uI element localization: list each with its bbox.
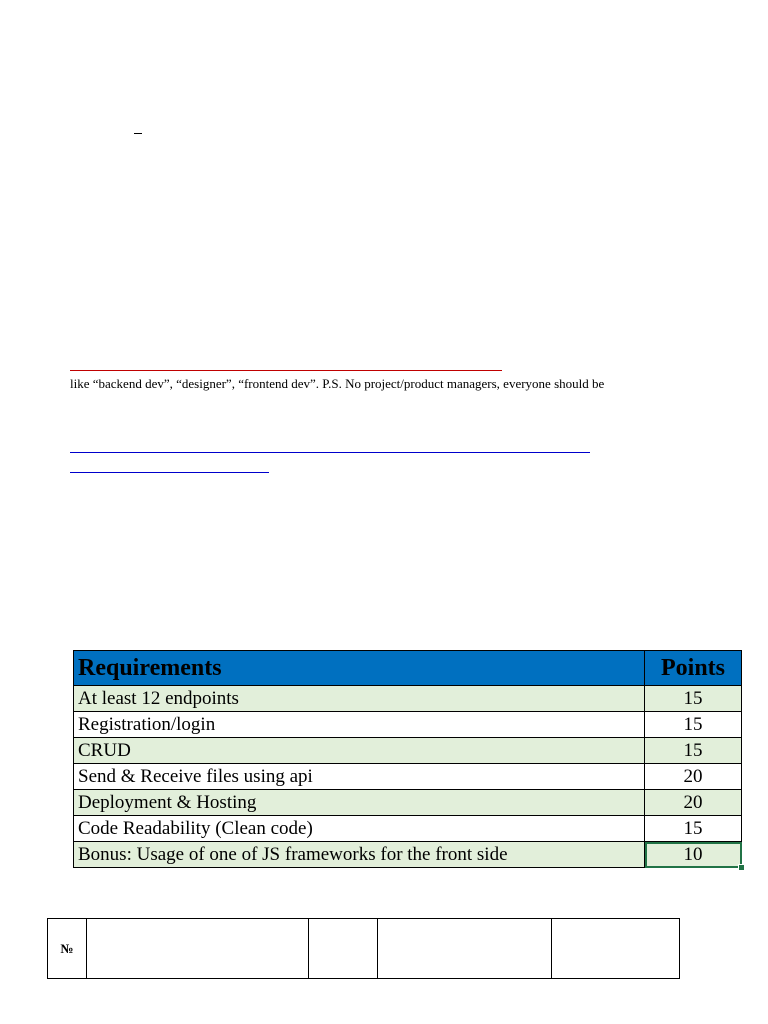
number-cell: № [48, 919, 87, 979]
dash-mark [134, 133, 142, 134]
instruction-text: like “backend dev”, “designer”, “frontend dev”. P.S. No project/product managers, everyone should be [70, 376, 605, 391]
requirement-cell[interactable]: Send & Receive files using api [74, 764, 645, 790]
table-row [74, 816, 742, 842]
table-row [74, 842, 742, 868]
requirement-cell[interactable]: Code Readability (Clean code) [74, 816, 645, 842]
fill-handle[interactable] [738, 864, 745, 871]
requirement-cell[interactable]: At least 12 endpoints [74, 686, 645, 712]
empty-cell [552, 919, 680, 979]
points-value: 10 [683, 844, 703, 865]
info-table [47, 918, 680, 979]
requirements-table [73, 650, 742, 868]
table-row [74, 712, 742, 738]
points-cell[interactable]: 15 [645, 738, 742, 764]
table-row [74, 790, 742, 816]
table-row [74, 764, 742, 790]
selected-points-cell[interactable] [645, 842, 742, 868]
empty-cell [309, 919, 378, 979]
points-cell[interactable]: 20 [645, 790, 742, 816]
empty-cell [378, 919, 552, 979]
header-row [74, 651, 742, 686]
points-cell[interactable]: 15 [645, 816, 742, 842]
table-row [48, 919, 680, 979]
link-underline-2 [70, 472, 269, 473]
requirement-cell[interactable]: Deployment & Hosting [74, 790, 645, 816]
requirements-header[interactable]: Requirements [74, 651, 645, 686]
requirement-cell[interactable]: CRUD [74, 738, 645, 764]
red-underline [70, 370, 502, 371]
points-cell[interactable]: 15 [645, 686, 742, 712]
empty-cell [87, 919, 309, 979]
points-cell[interactable]: 15 [645, 712, 742, 738]
link-underline-1 [70, 452, 590, 453]
requirement-cell[interactable]: Bonus: Usage of one of JS frameworks for the front side [74, 842, 645, 868]
points-header[interactable]: Points [645, 651, 742, 686]
table-row [74, 686, 742, 712]
requirement-cell[interactable]: Registration/login [74, 712, 645, 738]
points-cell[interactable]: 20 [645, 764, 742, 790]
table-row [74, 738, 742, 764]
